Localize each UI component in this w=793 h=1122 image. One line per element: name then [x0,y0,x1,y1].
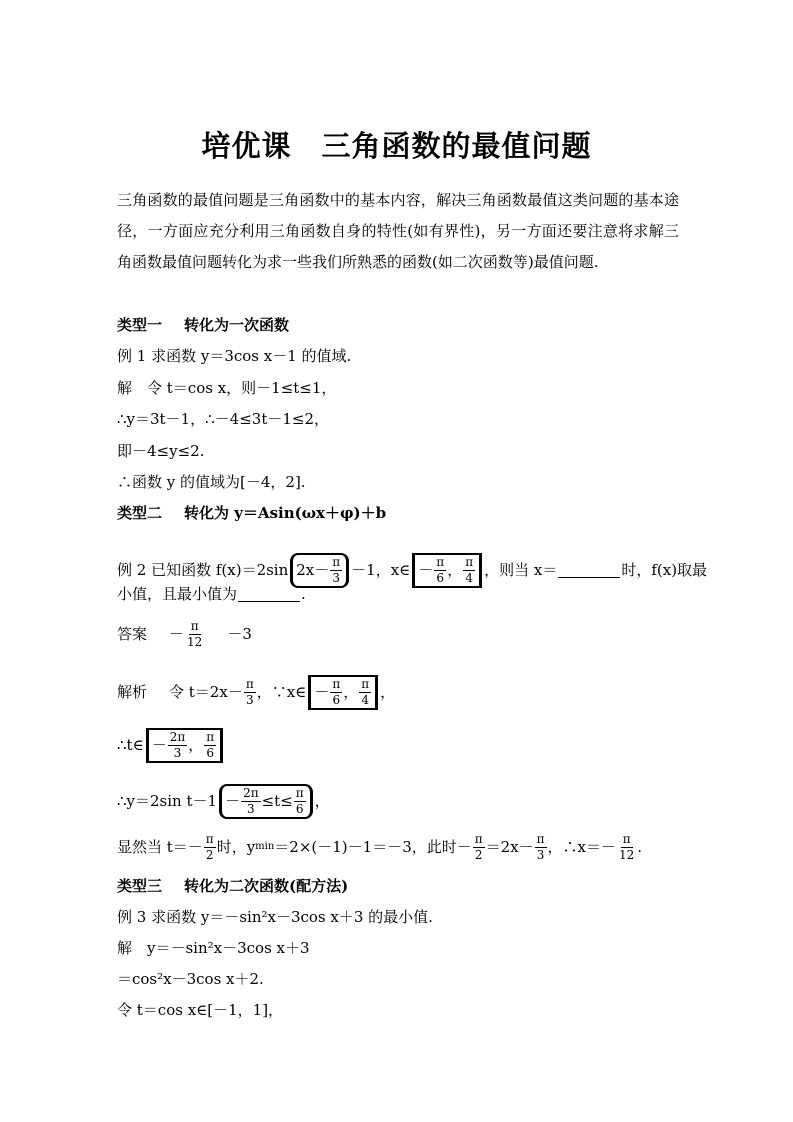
type1-heading [117,314,289,336]
solution2-step2: ∴t∈ － $\frac{2\pi}{3}$ ， $\frac{\pi}{6}$ [117,725,225,765]
example2-start: 例 2 已知函数 f(x)＝2sin [117,561,289,579]
example2-line1: 例 2 已知函数 f(x)＝2sin 2x－ $\frac{\pi}{3}$ －1，x∈ － $\frac{\pi}{6}$ ， $\frac{\pi}{4}$ ，则当 x＝ 时，f(x)取最 [117,552,707,588]
intro-paragraph: 三角函数的最值问题是三角函数中的基本内容，解决三角函数最值这类问题的基本途径，一方面应充分利用三角函数自身的特性(如有界性)，另一方面还要注意将求解三角函数最值问题转化为求一些我们所熟悉的函数(如二次函数等)最值问题. [117,191,679,271]
example3-text: 例 3 求函数 y＝－sin²x－3cos x＋3 的最小值. [117,908,433,926]
page-title: 培优课 三角函数的最值问题 [201,129,592,163]
example2-interval: － $\frac{\pi}{6}$ ， $\frac{\pi}{4}$ [412,553,482,588]
type2-heading [117,502,386,524]
answer-label: 答案 [117,625,148,643]
example1-step2: ∴y＝3t－1，∴－4≤3t－1≤2， [117,410,330,428]
example2-answer: 答案 － $\frac{\pi}{12}$ －3 [117,618,252,649]
example3-step3: 令 t＝cos x∈[－1，1]， [117,1001,284,1019]
example1-step3: 即－4≤y≤2. [117,442,205,460]
solution2-step3: ∴y＝2sin t－1 － $\frac{2\pi}{3}$ ≤t≤ $\frac{\pi}{6}$ ， [117,781,330,821]
solution2-step4: 显然当 t＝－ $\frac{\pi}{2}$ 时，y min ＝2×(－1)－1＝－3，此时－ $\frac{\pi}{2}$ ＝2x－ $\frac{\pi}{3}$ ，∴x＝－ $\frac{\pi}{12}$ . [117,831,643,862]
answer-blank-x [558,563,620,578]
solution-label: 解析 [117,683,148,701]
example3-step2: ＝cos²x－3cos x＋2. [117,970,264,988]
solution2-step1: 解析 令 t＝2x－ $\frac{\pi}{3}$ ，∵x∈ － $\frac{\pi}{6}$ ， $\frac{\pi}{4}$ ， [117,672,395,712]
type2-heading-label: 类型二 [117,504,163,522]
type3-heading-label: 类型三 [117,877,163,895]
fraction-pi-over-3: $\frac{\pi}{3}$ [332,554,341,585]
example1-text: 例 1 求函数 y＝3cos x－1 的值域. [117,347,352,365]
example2-line2: 小值，且最小值为 . [117,585,306,603]
example2-sin-argument: 2x－ $\frac{\pi}{3}$ [290,553,349,588]
type2-heading-text: 转化为 y＝Asin(ωx＋φ)＋b [184,504,387,522]
type1-heading-label: 类型一 [117,316,163,334]
example1-step4: ∴函数 y 的值域为[－4，2]. [117,473,306,491]
type1-heading-text: 转化为一次函数 [184,316,290,334]
type3-heading-text: 转化为二次函数(配方法) [184,877,349,895]
example1-step1: 解 令 t＝cos x，则－1≤t≤1， [117,379,337,397]
type3-heading [117,875,348,897]
answer-blank-min [238,587,300,602]
fraction-pi-over-12: $\frac{\pi}{12}$ [187,618,203,649]
example3-step1: 解 y＝－sin²x－3cos x＋3 [117,939,310,957]
